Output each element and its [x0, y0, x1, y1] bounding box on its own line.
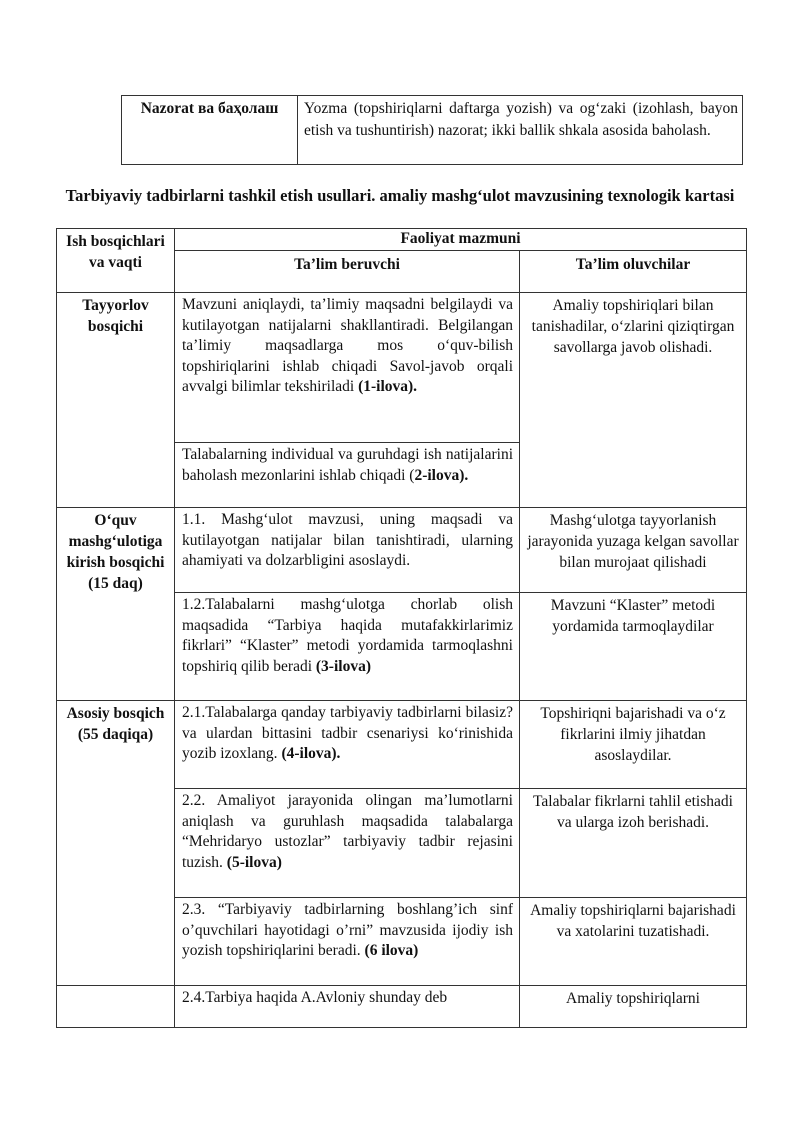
table-row-students: Amaliy topshiriqlari bilan tanishadilar, o‘zlarini qiziqtirgan savollarga javob olishadi. — [520, 293, 747, 508]
appendix-ref: (3-ilova) — [315, 657, 371, 675]
table-row-teacher: 2.4.Tarbiya haqida A.Avloniy shunday deb — [175, 986, 520, 1028]
appendix-ref: (6 ilova) — [364, 942, 419, 959]
assessment-table — [121, 95, 743, 165]
table-row-students: Mashg‘ulotga tayyorlanish jarayonida yuzaga kelgan savollar bilan murojaat qilishadi — [520, 508, 747, 593]
stage-name: O‘quv mashg‘ulotiga kirish bosqichi — [66, 512, 165, 571]
table-row-students: Mavzuni “Klaster” metodi yordamida tarmoqlaydilar — [520, 593, 747, 701]
table-row-students: Topshiriqni bajarishadi va o‘z fikrlarini ilmiy jihatdan asoslaydilar. — [520, 701, 747, 789]
technology-map-table — [56, 228, 747, 1028]
header-students: Ta’lim oluvchilar — [520, 251, 747, 293]
header-stage: Ish bosqichlari va vaqti — [57, 229, 175, 293]
stage-main: Asosiy bosqich (55 daqiqa) — [57, 701, 175, 986]
stage-empty — [57, 986, 175, 1028]
table-row-teacher: 1.2.Talabalarni mashg‘ulotga chorlab olish maqsadida “Tarbiya haqida mutafakkirlarimiz fikrlari” “Klaster” metodi yordamida tarmoqlashni topshiriq qilib beradi (3-ilova) — [175, 593, 520, 701]
header-teacher: Ta’lim beruvchi — [175, 251, 520, 293]
stage-preparation: Tayyorlov bosqichi — [57, 293, 175, 508]
header-activity: Faoliyat mazmuni — [175, 229, 747, 251]
stage-time: (15 daq) — [88, 575, 143, 592]
appendix-ref: (4-ilova). — [281, 745, 341, 762]
appendix-ref: (5-ilova) — [226, 853, 282, 871]
assessment-label: Nazorat ва баҳолаш — [122, 96, 298, 165]
stage-introduction — [57, 508, 175, 701]
table-row-teacher: 2.1.Talabalarga qanday tarbiyaviy tadbirlarni bilasiz? va ulardan bittasini tadbir csenariysi ko‘rinishida yozib izoxlang. (4-ilova). — [175, 701, 520, 789]
page-title: Tarbiyaviy tadbirlarni tashkil etish usullari. amaliy mashg‘ulot mavzusining texnologik kartasi — [65, 186, 735, 205]
table-row-teacher: Mavzuni aniqlaydi, ta’limiy maqsadni belgilaydi va kutilayotgan natijalarni shakllantiradi. Belgilangan ta’limiy maqsadlarga mos o‘quv-bilish topshiriqlarini ishlab chiqadi Savol-javob orqali avvalgi bilimlar tekshiriladi (1-ilova). — [175, 293, 520, 443]
assessment-text: Yozma (topshiriqlarni daftarga yozish) va og‘zaki (izohlash, bayon etish va tushuntirish) nazorat; ikki ballik shkala asosida baholash. — [298, 96, 743, 165]
table-row-students: Amaliy topshiriqlarni — [520, 986, 747, 1028]
table-row-teacher: 2.2. Amaliyot jarayonida olingan ma’lumotlarni aniqlash va guruhlash maqsadida talabalarga “Mehridaryo ustozlar” tarbiyaviy tadbir rejasini tuzish. (5-ilova) — [175, 789, 520, 898]
table-row-students: Talabalar fikrlarni tahlil etishadi va ularga izoh berishadi. — [520, 789, 747, 898]
table-row-teacher: 2.3. “Tarbiyaviy tadbirlarning boshlang’ich sinf o’quvchilari hayotidagi o’rni” mavzusida ijodiy ish yozish topshiriqlarini beradi. (6 ilova) — [175, 898, 520, 986]
appendix-ref: 2-ilova). — [414, 466, 469, 484]
appendix-ref: (1-ilova). — [358, 378, 418, 395]
table-row-teacher: 1.1. Mashg‘ulot mavzusi, uning maqsadi va kutilayotgan natijalar bilan tanishtiradi, ularning ahamiyati va dolzarbligini asoslaydi. — [175, 508, 520, 593]
table-row-teacher: Talabalarning individual va guruhdagi ish natijalarini baholash mezonlarini ishlab chiqadi (2-ilova). — [175, 443, 520, 508]
table-row-students: Amaliy topshiriqlarni bajarishadi va xatolarini tuzatishadi. — [520, 898, 747, 986]
